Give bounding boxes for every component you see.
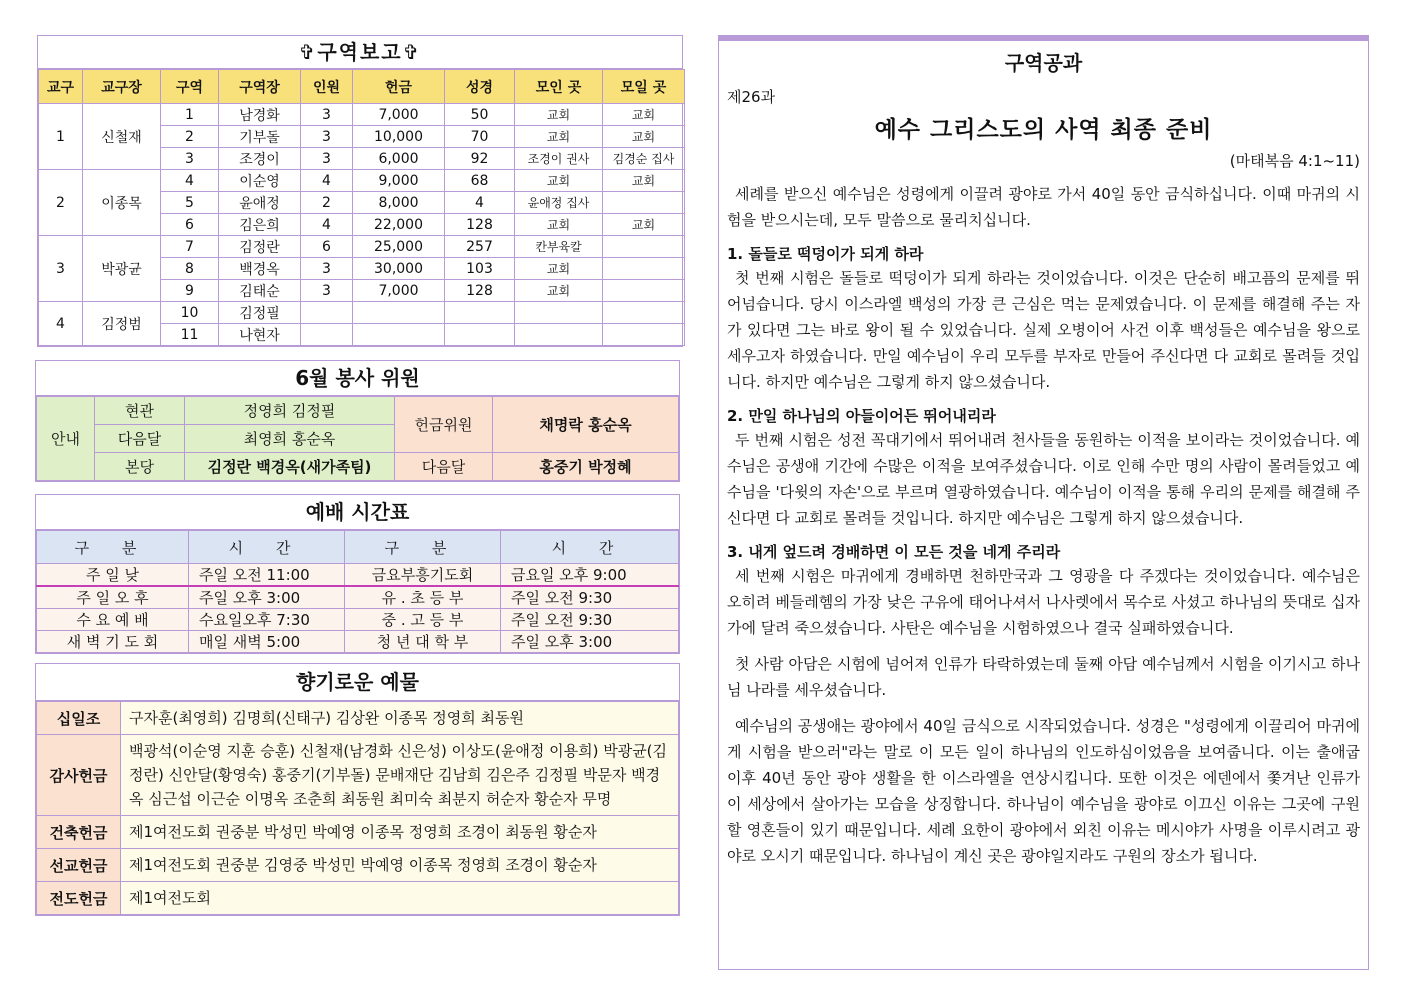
people-cell: 4 [301, 214, 353, 236]
col-header: 성경 [445, 70, 515, 104]
zone-cell: 6 [161, 214, 219, 236]
offering-type: 십일조 [37, 702, 121, 735]
zone-head-cell: 남경화 [219, 104, 301, 126]
district-report-panel [37, 35, 683, 347]
met-place-cell: 칸부육칼 [515, 236, 603, 258]
zone-head-cell: 윤애정 [219, 192, 301, 214]
offering-row [37, 702, 679, 735]
meet-place-cell: 김경순 집사 [603, 148, 685, 170]
offering-names: 백광석(이순영 지훈 승훈) 신철재(남경화 신은성) 이상도(윤애정 이용희) 박광균(김정란) 신안달(황영숙) 홍중기(기부돌) 문배재단 김남희 김은주 김정필 박문자 백경옥 심근섭 이근순 이명옥 조춘희 최동원 최미숙 최분지 허순자 황순자 무명 [121, 735, 679, 816]
gyogu-cell: 3 [39, 236, 83, 302]
section-heading: 3. 내게 엎드려 경배하면 이 모든 것을 네게 주리라 [727, 543, 1061, 561]
met-place-cell: 윤애정 집사 [515, 192, 603, 214]
people-cell: 3 [301, 148, 353, 170]
col-header: 구역 [161, 70, 219, 104]
col-header: 인원 [301, 70, 353, 104]
service-time: 주일 오후 3:00 [189, 586, 345, 609]
met-place-cell: 교회 [515, 126, 603, 148]
section-heading: 2. 만일 하나님의 아들이어든 뛰어내리라 [727, 407, 996, 425]
meet-place-cell: 교회 [603, 126, 685, 148]
offering-cell: 30,000 [353, 258, 445, 280]
zone-head-cell: 백경옥 [219, 258, 301, 280]
offering-cell: 10,000 [353, 126, 445, 148]
met-place-cell: 교회 [515, 104, 603, 126]
offering-cell [353, 302, 445, 324]
table-row [39, 104, 685, 126]
zone-cell: 2 [161, 126, 219, 148]
met-place-cell [515, 324, 603, 346]
col-header: 시 간 [189, 531, 345, 564]
offering-type: 감사헌금 [37, 735, 121, 816]
offerings-table [36, 701, 679, 915]
lesson-intro: 세례를 받으신 예수님은 성령에게 이끌려 광야로 가서 40일 동안 금식하십니다. 이때 마귀의 시험을 받으시는데, 모두 말씀으로 물리치십니다. [727, 185, 1360, 229]
offering-type: 전도헌금 [37, 882, 121, 915]
service-names: 최영희 홍순옥 [185, 425, 395, 453]
leader-cell: 신철재 [83, 104, 161, 170]
met-place-cell: 교회 [515, 214, 603, 236]
leader-cell: 박광균 [83, 236, 161, 302]
offering-names: 제1여전도회 권중분 박성민 박예영 이종목 정영희 조경이 최동원 황순자 [121, 816, 679, 849]
service-time: 주일 오전 9:30 [501, 586, 679, 609]
service-time: 주일 오전 11:00 [189, 564, 345, 587]
meet-place-cell [603, 258, 685, 280]
col-header: 구 분 [37, 531, 189, 564]
people-cell [301, 324, 353, 346]
people-cell: 3 [301, 258, 353, 280]
service-time: 금요일 오후 9:00 [501, 564, 679, 587]
lesson-paragraph: 첫 사람 아담은 시험에 넘어져 인류가 타락하였는데 둘째 아담 예수님께서 시험을 이기시고 하나님 나라를 세우셨습니다. [727, 655, 1360, 699]
zone-cell: 7 [161, 236, 219, 258]
meet-place-cell [603, 192, 685, 214]
scripture-reference: (마태복음 4:1~11) [1229, 152, 1360, 170]
lesson-title: 구역공과 [1004, 51, 1083, 75]
bible-cell: 68 [445, 170, 515, 192]
meet-place-cell: 교회 [603, 104, 685, 126]
lesson-number: 제26과 [727, 88, 776, 106]
bible-cell [445, 302, 515, 324]
col-header: 모일 곳 [603, 70, 685, 104]
col-header: 구 분 [345, 531, 501, 564]
guide-label: 안내 [37, 397, 95, 481]
zone-head-cell: 김은희 [219, 214, 301, 236]
offering-cell: 7,000 [353, 104, 445, 126]
meet-place-cell: 교회 [603, 214, 685, 236]
offering-cell: 9,000 [353, 170, 445, 192]
district-table [38, 69, 685, 346]
met-place-cell: 조경이 권사 [515, 148, 603, 170]
offering-row [37, 849, 679, 882]
section-body: 첫 번째 시험은 돌들로 떡덩이가 되게 하라는 것이었습니다. 이것은 단순히 배고픔의 문제를 뛰어넘습니다. 당시 이스라엘 백성의 가장 큰 근심은 먹는 문제였습니다. 이 문제를 해결해 주는 자가 있다면 그는 바로 왕이 될 수 있었습니다. 실제 오병이어 사건 이후 백성들은 예수님을 왕으로 세우고자 하였습니다. 만일 예수님이 우리 모두를 부자로 만들어 주신다면 다 교회로 몰려들 것입니다. 하지만 예수님은 그렇게 하지 않으셨습니다. [727, 269, 1360, 391]
service-names: 김정란 백경옥(새가족팀) [185, 453, 395, 481]
zone-head-cell: 기부돌 [219, 126, 301, 148]
leader-cell: 이종목 [83, 170, 161, 236]
col-header: 교구장 [83, 70, 161, 104]
section-body: 세 번째 시험은 마귀에게 경배하면 천하만국과 그 영광을 다 주겠다는 것이었습니다. 예수님은 오히려 베들레헴의 가장 낮은 구유에 태어나셔서 나사렛에서 목수로 사셨고 하나님의 뜻대로 십자가에 달려 죽으셨습니다. 사탄은 예수님을 시험하였으나 결국 실패하였습니다. [727, 567, 1360, 637]
worship-table [36, 530, 679, 653]
table-row [39, 236, 685, 258]
next-month-label: 다음달 [395, 453, 493, 481]
zone-head-cell: 조경이 [219, 148, 301, 170]
service-time: 주일 오후 3:00 [501, 631, 679, 653]
col-header: 구역장 [219, 70, 301, 104]
district-report-title: ✞구역보고✞ [38, 36, 682, 69]
zone-cell: 3 [161, 148, 219, 170]
offering-type: 선교헌금 [37, 849, 121, 882]
zone-cell: 5 [161, 192, 219, 214]
meet-place-cell [603, 324, 685, 346]
offering-cell [353, 324, 445, 346]
table-row [37, 586, 679, 609]
zone-head-cell: 김태순 [219, 280, 301, 302]
bible-cell: 103 [445, 258, 515, 280]
offering-cell: 7,000 [353, 280, 445, 302]
section-body: 두 번째 시험은 성전 꼭대기에서 뛰어내려 천사들을 동원하는 이적을 보이라는 것이었습니다. 예수님은 공생애 기간에 수많은 이적을 보여주셨습니다. 이로 인해 수만 명의 사람이 몰려들었고 예수님을 '다윗의 자손'으로 부르며 열광하였습니다. 예수님이 이적을 통해 우리의 문제를 해결해 주신다면 다 교회로 몰려들 것입니다. 하지만 예수님은 그렇게 하지 않으셨습니다. [727, 431, 1360, 527]
service-place: 본당 [95, 453, 185, 481]
zone-cell: 8 [161, 258, 219, 280]
bible-cell: 70 [445, 126, 515, 148]
people-cell: 3 [301, 280, 353, 302]
met-place-cell: 교회 [515, 170, 603, 192]
service-time: 주일 오전 9:30 [501, 609, 679, 631]
offering-row [37, 816, 679, 849]
offering-cell: 22,000 [353, 214, 445, 236]
zone-cell: 9 [161, 280, 219, 302]
people-cell: 6 [301, 236, 353, 258]
col-header: 교구 [39, 70, 83, 104]
service-committee-title: 6월 봉사 위원 [36, 361, 679, 396]
offering-names: 제1여전도회 [121, 882, 679, 915]
zone-head-cell: 김정란 [219, 236, 301, 258]
bible-cell: 128 [445, 214, 515, 236]
offering-cell: 8,000 [353, 192, 445, 214]
met-place-cell: 교회 [515, 280, 603, 302]
col-header: 헌금 [353, 70, 445, 104]
service-time: 수요일오후 7:30 [189, 609, 345, 631]
service-type: 새 벽 기 도 회 [37, 631, 189, 653]
people-cell: 3 [301, 104, 353, 126]
service-type: 중 . 고 등 부 [345, 609, 501, 631]
service-committee-panel [35, 360, 680, 482]
bible-cell: 257 [445, 236, 515, 258]
service-type: 주 일 낮 [37, 564, 189, 587]
meet-place-cell: 교회 [603, 170, 685, 192]
zone-cell: 4 [161, 170, 219, 192]
service-type: 청 년 대 학 부 [345, 631, 501, 653]
offering-type: 건축헌금 [37, 816, 121, 849]
service-place: 현관 [95, 397, 185, 425]
zone-head-cell: 이순영 [219, 170, 301, 192]
section-heading: 1. 돌들로 떡덩이가 되게 하라 [727, 245, 924, 263]
people-cell: 2 [301, 192, 353, 214]
zone-head-cell: 김정필 [219, 302, 301, 324]
offering-row [37, 882, 679, 915]
gyogu-cell: 4 [39, 302, 83, 346]
zone-cell: 1 [161, 104, 219, 126]
meet-place-cell [603, 236, 685, 258]
service-place: 다음달 [95, 425, 185, 453]
bible-cell [445, 324, 515, 346]
zone-head-cell: 나현자 [219, 324, 301, 346]
people-cell: 3 [301, 126, 353, 148]
service-type: 유 . 초 등 부 [345, 586, 501, 609]
service-type: 수 요 예 배 [37, 609, 189, 631]
gyogu-cell: 1 [39, 104, 83, 170]
col-header: 시 간 [501, 531, 679, 564]
offering-row [37, 735, 679, 816]
service-time: 매일 새벽 5:00 [189, 631, 345, 653]
leader-cell: 김정범 [83, 302, 161, 346]
table-row [37, 609, 679, 631]
meet-place-cell [603, 302, 685, 324]
service-type: 금요부흥기도회 [345, 564, 501, 587]
service-table [36, 396, 679, 481]
col-header: 모인 곳 [515, 70, 603, 104]
table-row [39, 302, 685, 324]
service-names: 정영희 김정필 [185, 397, 395, 425]
worship-schedule-panel [35, 494, 680, 654]
met-place-cell: 교회 [515, 258, 603, 280]
offering-committee-names: 채명락 홍순옥 [493, 397, 679, 453]
offering-names: 제1여전도회 권중분 김영중 박성민 박예영 이종목 정영희 조경이 황순자 [121, 849, 679, 882]
met-place-cell [515, 302, 603, 324]
zone-cell: 10 [161, 302, 219, 324]
bible-cell: 92 [445, 148, 515, 170]
offerings-panel [35, 663, 680, 916]
offering-names: 구자훈(최영희) 김명희(신태구) 김상완 이종목 정영희 최동원 [121, 702, 679, 735]
zone-cell: 11 [161, 324, 219, 346]
offering-cell: 25,000 [353, 236, 445, 258]
people-cell: 4 [301, 170, 353, 192]
offering-cell: 6,000 [353, 148, 445, 170]
table-row [37, 564, 679, 587]
lesson-paragraph: 예수님의 공생애는 광야에서 40일 금식으로 시작되었습니다. 성경은 "성령에게 이끌리어 마귀에게 시험을 받으러"라는 말로 이 모든 일이 하나님의 인도하심이었음을 보여줍니다. 이는 출애굽 이후 40년 동안 광야 생활을 한 이스라엘을 연상시킵니다. 또한 이것은 에덴에서 쫓겨난 인류가 이 세상에서 살아가는 모습을 상징합니다. 하나님이 예수님을 광야로 이끄신 이유는 그곳에 구원할 영혼들이 있기 때문입니다. 세례 요한이 광야에서 외친 이유는 메시야가 사명을 이루시려고 광야로 오시기 때문입니다. 하나님이 계신 곳은 광야일지라도 구원의 장소가 됩니다. [727, 717, 1360, 865]
people-cell [301, 302, 353, 324]
bible-cell: 4 [445, 192, 515, 214]
bible-cell: 128 [445, 280, 515, 302]
offering-committee-label: 헌금위원 [395, 397, 493, 453]
lesson-headline: 예수 그리스도의 사역 최종 준비 [874, 117, 1213, 143]
bible-cell: 50 [445, 104, 515, 126]
offerings-title: 향기로운 예물 [36, 664, 679, 701]
next-month-names: 홍중기 박정혜 [493, 453, 679, 481]
meet-place-cell [603, 280, 685, 302]
gyogu-cell: 2 [39, 170, 83, 236]
worship-schedule-title: 예배 시간표 [36, 495, 679, 530]
service-type: 주 일 오 후 [37, 586, 189, 609]
lesson-panel [718, 35, 1369, 970]
table-row [37, 631, 679, 653]
table-row [39, 170, 685, 192]
